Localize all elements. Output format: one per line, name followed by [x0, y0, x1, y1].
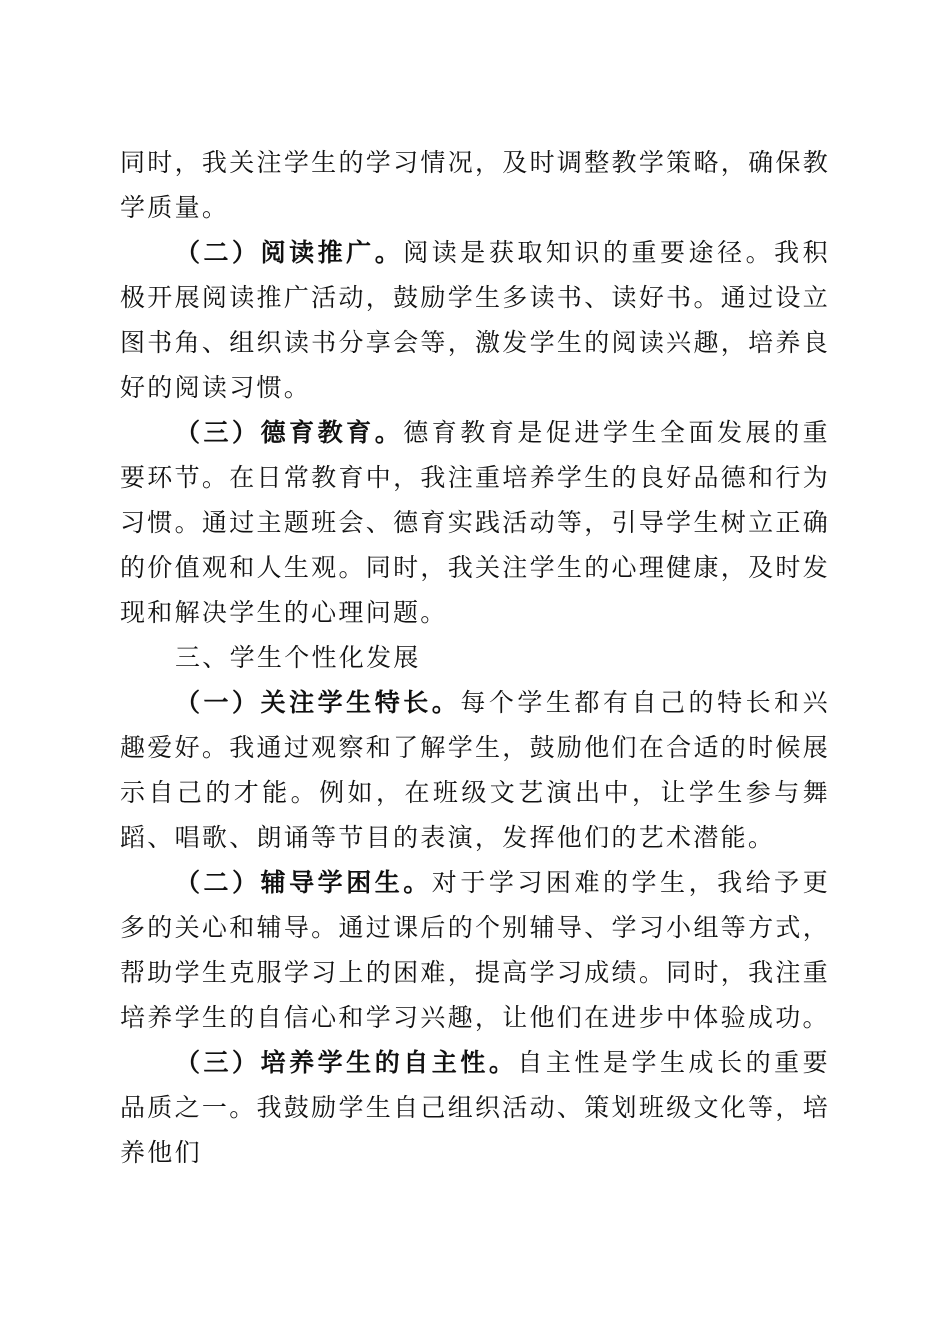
paragraph-text: 阅读是获取知识的重要途径。我积极开展阅读推广活动，鼓励学生多读书、读好书。通过设立图书角、组织读书分享会等，激发学生的阅读兴趣，培养良好的阅读习惯。 — [120, 238, 830, 402]
paragraph-lead: （二）辅导学困生。 — [175, 868, 432, 897]
paragraph-moral-education — [120, 410, 830, 635]
paragraph-lead: （二）阅读推广。 — [175, 238, 404, 267]
paragraph-text: 德育教育是促进学生全面发展的重要环节。在日常教育中，我注重培养学生的良好品德和行为习惯。通过主题班会、德育实践活动等，引导学生树立正确的价值观和人生观。同时，我关注学生的心理健康，及时发现和解决学生的心理问题。 — [120, 418, 830, 627]
document-body — [120, 140, 830, 1175]
paragraph-struggling-students — [120, 860, 830, 1040]
paragraph-student-autonomy — [120, 1040, 830, 1175]
section-heading-text: 三、学生个性化发展 — [175, 643, 421, 672]
paragraph-text: 同时，我关注学生的学习情况，及时调整教学策略，确保教学质量。 — [120, 148, 830, 222]
paragraph-text: 自主性是学生成长的重要品质之一。我鼓励学生自己组织活动、策划班级文化等，培养他们 — [120, 1048, 830, 1167]
paragraph-lead: （三）德育教育。 — [175, 418, 404, 447]
paragraph-continuation — [120, 140, 830, 230]
paragraph-lead: （一）关注学生特长。 — [175, 688, 461, 717]
paragraph-reading-promotion — [120, 230, 830, 410]
paragraph-lead: （三）培养学生的自主性。 — [175, 1048, 518, 1077]
section-heading — [120, 635, 830, 680]
paragraph-student-talents — [120, 680, 830, 860]
paragraph-text: 每个学生都有自己的特长和兴趣爱好。我通过观察和了解学生，鼓励他们在合适的时候展示自己的才能。例如，在班级文艺演出中，让学生参与舞蹈、唱歌、朗诵等节目的表演，发挥他们的艺术潜能。 — [120, 688, 830, 852]
paragraph-text: 对于学习困难的学生，我给予更多的关心和辅导。通过课后的个别辅导、学习小组等方式，帮助学生克服学习上的困难，提高学习成绩。同时，我注重培养学生的自信心和学习兴趣，让他们在进步中体验成功。 — [120, 868, 831, 1032]
